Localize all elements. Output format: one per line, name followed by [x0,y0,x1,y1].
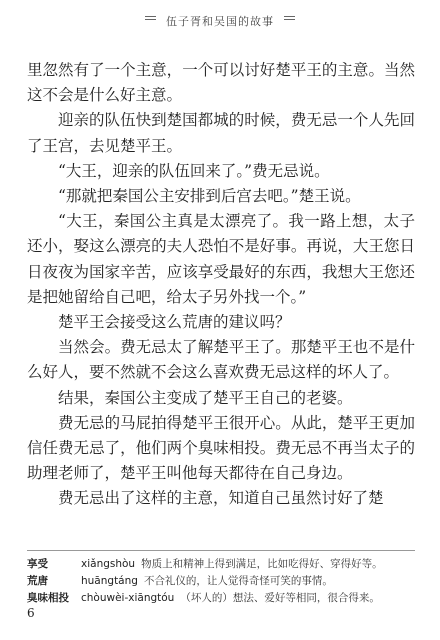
glossary-definition: 不合礼仪的，让人觉得奇怪可笑的事情。 [143,575,333,587]
glossary-term: 臭味相投 [27,592,69,604]
glossary-pinyin: xiǎngshòu [81,558,136,570]
paragraph-6: 楚平王会接受这么荒唐的建议吗？ [58,313,291,332]
header-title: 伍子胥和吴国的故事 [156,13,284,29]
story-body [27,58,415,512]
running-header [0,10,440,29]
page-number: 6 [27,606,35,620]
paragraph-9: 费无忌的马屁拍得楚平王很开心。从此，楚平王更加信任费无忌了，他们两个臭味相投。费无忌不再当太子的助理老师了，楚平王叫他每天都待在自己身边。 [27,413,415,483]
glossary-definition: 物质上和精神上得到满足，比如吃得好、穿得好等。 [141,558,383,570]
glossary-item [27,556,422,573]
glossary-item [27,590,422,607]
glossary [27,556,422,607]
paragraph-4: “那就把秦国公主安排到后宫去吧。”楚王说。 [58,187,361,206]
glossary-term: 荒唐 [27,575,48,587]
paragraph-3: “大王，迎亲的队伍回来了。”费无忌说。 [58,161,330,180]
paragraph-7: 当然会。费无忌太了解楚平王了。那楚平王也不是什么好人，要不然就不会这么喜欢费无忌这样的坏人了。 [27,338,415,382]
glossary-pinyin: huāngtáng [81,575,138,587]
paragraph-5: “大王，秦国公主真是太漂亮了。我一路上想，太子还小，娶这么漂亮的夫人恐怕不是好事。再说，大王您日日夜夜为国家辛苦，应该享受最好的东西，我想大王您还是把她留给自己吧，给太子另外找一个。” [27,212,415,306]
paragraph-8: 结果，秦国公主变成了楚平王自己的老婆。 [58,388,353,407]
glossary-pinyin: chòuwèi-xiāngtóu [81,592,175,604]
paragraph-2: 迎亲的队伍快到楚国都城的时候，费无忌一个人先回了王宫，去见楚平王。 [27,111,415,155]
glossary-definition: （坏人的）想法、爱好等相同，很合得来。 [180,592,380,604]
paragraph-10: 费无忌出了这样的主意，知道自己虽然讨好了楚 [58,489,384,508]
glossary-term: 享受 [27,558,48,570]
paragraph-1: 里忽然有了一个主意，一个可以讨好楚平王的主意。当然这不会是什么好主意。 [27,61,415,105]
glossary-item [27,573,422,590]
glossary-divider [27,550,415,551]
